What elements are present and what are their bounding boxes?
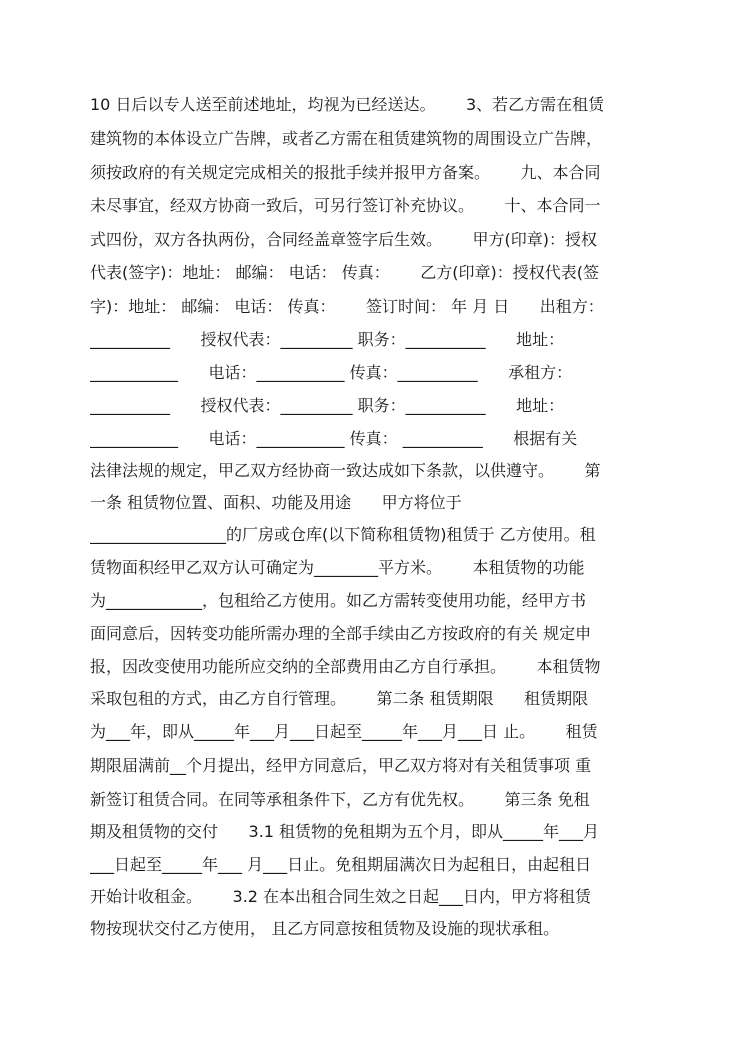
text-line: 式四份，双方各执两份，合同经盖章签字后生效。 甲方(印章)：授权: [90, 230, 598, 249]
text-line: 为___年，即从_____年___月___日起至_____年___月___日 止。 租赁: [90, 722, 598, 741]
text-line: 赁物面积经甲乙双方认可确定为________平方米。 本租赁物的功能: [90, 558, 585, 577]
text-line: 面同意后，因转变功能所需办理的全部手续由乙方按政府的有关 规定申: [90, 624, 592, 643]
text-line: 采取包租的方式，由乙方自行管理。 第二条 租赁期限 租赁期限: [90, 689, 589, 708]
text-line: ___________ 电话：___________ 传真： __________ 根据有关: [90, 429, 578, 448]
text-line: 建筑物的本体设立广告牌，或者乙方需在租赁建筑物的周围设立广告牌，: [90, 129, 603, 148]
text-line: 未尽事宜，经双方协商一致后，可另行签订补充协议。 十、本合同一: [90, 196, 601, 215]
text-line: 代表(签字)：地址： 邮编： 电话： 传真： 乙方(印章)：授权代表(签: [90, 263, 599, 282]
text-line: 字)：地址： 邮编： 电话： 传真： 签订时间： 年 月 日 出租方：: [90, 297, 604, 316]
text-line: 期限届满前__个月提出，经甲方同意后，甲乙双方将对有关租赁事项 重: [90, 756, 592, 775]
text-line: 开始计收租金。 3.2 在本出租合同生效之日起___日内，甲方将租赁: [90, 887, 592, 906]
text-line: 法律法规的规定，甲乙双方经协商一致达成如下条款，以供遵守。 第: [90, 461, 601, 480]
text-line: __________ 授权代表：_________ 职务：__________ 地址：: [90, 396, 565, 415]
text-line: ___日起至_____年___ 月___日止。免租期届满次日为起租日，由起租日: [90, 855, 592, 874]
text-line: 为____________，包租给乙方使用。如乙方需转变使用功能，经甲方书: [90, 591, 587, 610]
text-line: ___________ 电话：___________ 传真：__________ 承租方：: [90, 363, 573, 382]
text-line: 新签订租赁合同。在同等承租条件下，乙方有优先权。 第三条 免租: [90, 790, 590, 809]
text-line: 须按政府的有关规定完成相关的报批手续并报甲方备案。 九、本合同: [90, 163, 601, 182]
text-line: 一条 租赁物位置、面积、功能及用途 甲方将位于: [90, 493, 462, 512]
text-line: 10 日后以专人送至前述地址，均视为已经送达。 3、若乙方需在租赁: [90, 95, 605, 114]
text-line: 物按现状交付乙方使用， 且乙方同意按租赁物及设施的现状承租。: [90, 919, 560, 938]
text-line: _________________的厂房或仓库(以下简称租赁物)租赁于 乙方使用。租: [90, 525, 596, 544]
text-line: 报，因改变使用功能所应交纳的全部费用由乙方自行承担。 本租赁物: [90, 657, 601, 676]
text-line: __________ 授权代表：_________ 职务：__________ 地址：: [90, 330, 565, 349]
text-line: 期及租赁物的交付 3.1 租赁物的免租期为五个月，即从_____年___月: [90, 822, 600, 841]
